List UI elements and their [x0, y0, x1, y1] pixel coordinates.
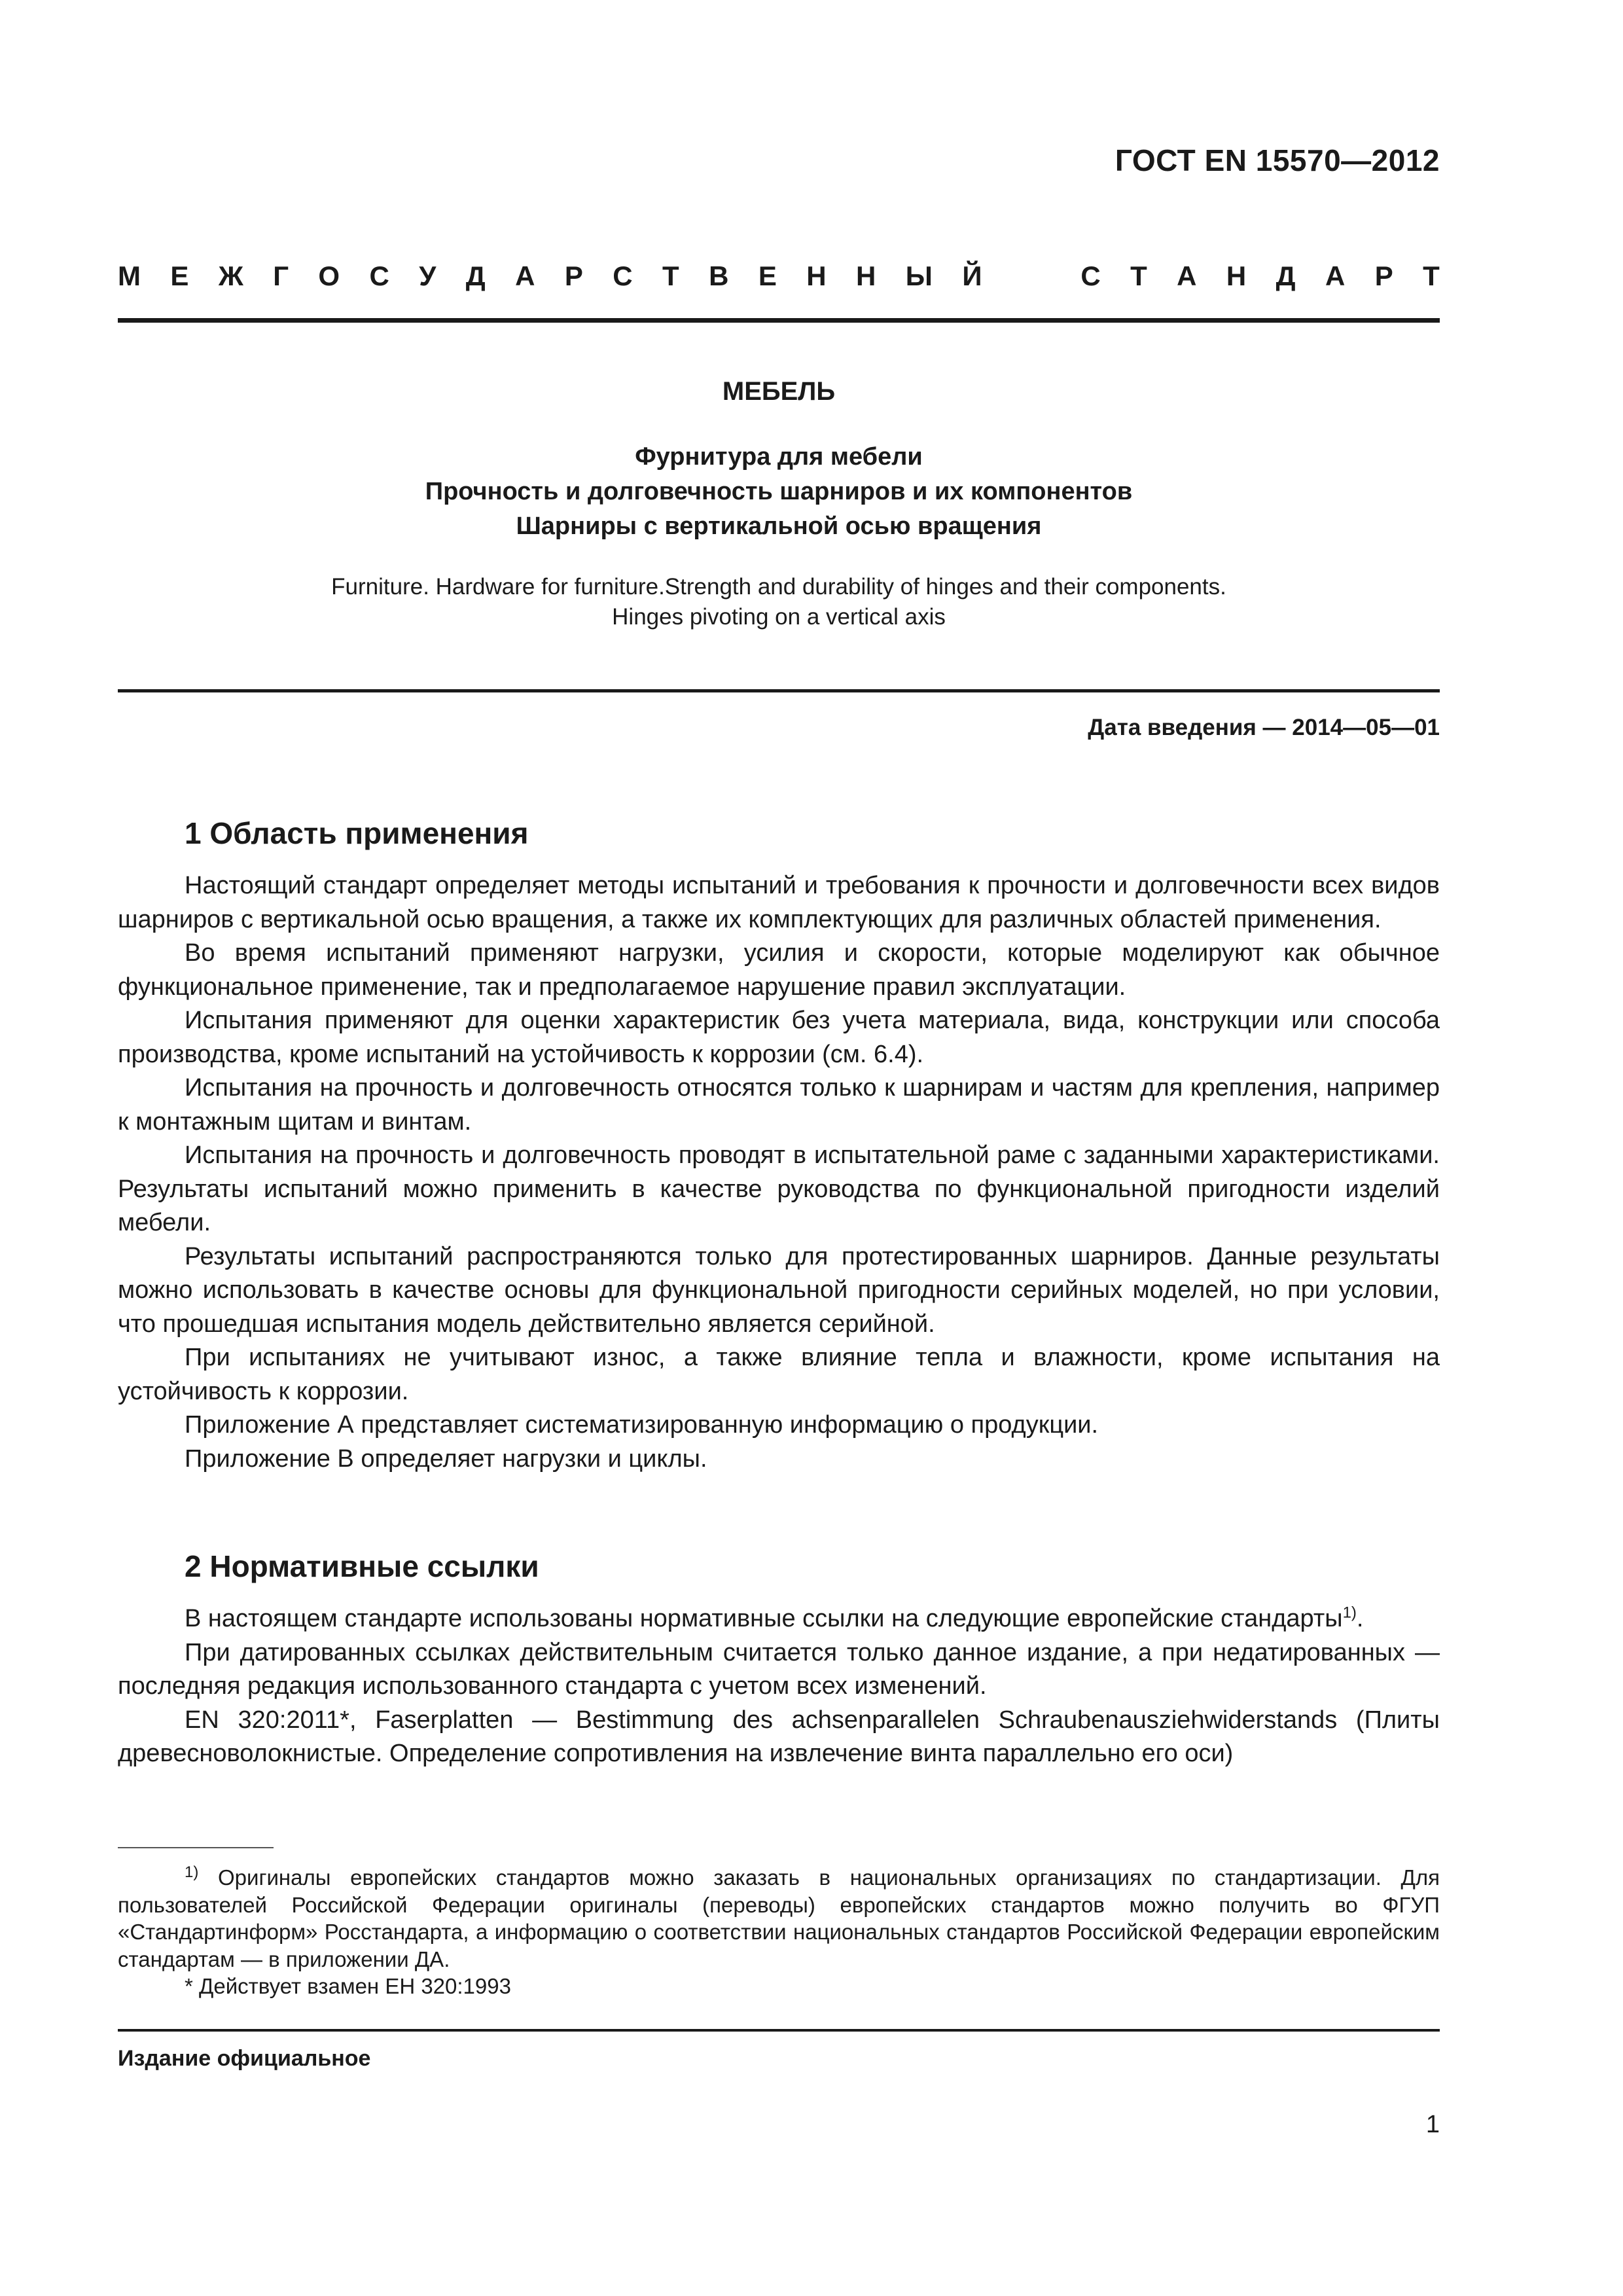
english-title: [118, 572, 1440, 632]
footnote-reference[interactable]: 1): [1342, 1604, 1357, 1622]
banner-letter: Н: [806, 260, 827, 291]
paragraph: При датированных ссылках действительным считается только данное издание, а при недатированных — последняя редакция использованного стандарта с учетом всех изменений.: [118, 1638, 1440, 1700]
banner-letter: Д: [465, 260, 486, 291]
banner-letter: Т: [1130, 260, 1147, 291]
banner-word-gap: [1012, 260, 1051, 292]
section-heading-normative-references: 2 Нормативные ссылки: [185, 1549, 539, 1583]
paragraph: EN 320:2011*, Faserplatten — Bestimmung des achsenparallelen Schraubenausziehwiderstands (Плиты древесноволокнистые. Определение сопротивления на извлечение винта параллельно его оси): [118, 1706, 1440, 1767]
section-body-scope: [118, 869, 1440, 1476]
banner-letter: Т: [662, 260, 679, 291]
document-subtitle: [118, 440, 1440, 544]
section-heading-scope: 1 Область применения: [185, 816, 529, 850]
banner-letter: Д: [1275, 260, 1296, 291]
banner-letter: У: [419, 260, 437, 291]
official-edition-label: Издание официальное: [118, 2046, 371, 2071]
banner-letter: Н: [856, 260, 876, 291]
paragraph: Испытания на прочность и долговечность относятся только к шарнирам и частям для крепления, например к монтажным щитам и винтам.: [118, 1074, 1440, 1136]
title-divider: [118, 689, 1440, 692]
paragraph: Испытания на прочность и долговечность проводят в испытательной раме с заданными характеристиками. Результаты испытаний можно применить в качестве руководства по функциональной пригодности изделий мебели.: [118, 1141, 1440, 1236]
footnote-separator: [118, 1847, 274, 1848]
document-title: МЕБЕЛЬ: [722, 377, 836, 406]
banner-letter: Й: [962, 260, 982, 291]
introduction-date: Дата введения — 2014—05—01: [1088, 715, 1440, 740]
banner-letter: В: [709, 260, 729, 291]
banner-letter: Г: [273, 260, 289, 291]
paragraph: Во время испытаний применяют нагрузки, усилия и скорости, которые моделируют как обычное функциональное применение, так и предполагаемое нарушение правил эксплуатации.: [118, 939, 1440, 1001]
banner-letter: С: [613, 260, 633, 291]
footnote: * Действует взамен ЕН 320:1993: [185, 1974, 511, 1998]
paragraph: Приложение А представляет систематизированную информацию о продукции.: [185, 1411, 1099, 1439]
banner-letter: Н: [1226, 260, 1247, 291]
banner-letter: Т: [1423, 260, 1440, 291]
footer-divider: [118, 2029, 1440, 2032]
subtitle-line: Шарниры с вертикальной осью вращения: [516, 512, 1042, 540]
banner-letter: Ы: [905, 260, 933, 291]
section-body-normative-references: [118, 1602, 1440, 1771]
paragraph-text: В настоящем стандарте использованы нормативные ссылки на следующие европейские стандарты: [185, 1605, 1343, 1632]
subtitle-line: Прочность и долговечность шарниров и их компонентов: [425, 478, 1133, 505]
english-title-line: Furniture. Hardware for furniture.Strength and durability of hinges and their components.: [331, 574, 1226, 600]
paragraph: [118, 1602, 1440, 1636]
subtitle-line: Фурнитура для мебели: [635, 443, 923, 471]
banner-letter: Р: [564, 260, 583, 291]
english-title-line: Hinges pivoting on a vertical axis: [612, 604, 946, 630]
banner-letter: М: [118, 260, 141, 291]
banner-letter: О: [318, 260, 340, 291]
footnote-mark: 1): [185, 1863, 199, 1881]
footnotes: [118, 1864, 1440, 2000]
paragraph: Испытания применяют для оценки характеристик без учета материала, вида, конструкции или способа производства, кроме испытаний на устойчивость к коррозии (см. 6.4).: [118, 1007, 1440, 1068]
standard-designation: ГОСТ EN 15570—2012: [1115, 143, 1440, 177]
paragraph: Результаты испытаний распространяются только для протестированных шарниров. Данные результаты можно использовать в качестве основы для функциональной пригодности серийных моделей, но при условии, что прошедшая испытания модель действительно является серийной.: [118, 1242, 1440, 1338]
banner-letter: Е: [170, 260, 189, 291]
banner-letter: Ж: [218, 260, 243, 291]
banner-letter: Р: [1374, 260, 1393, 291]
footnote-text: Оригиналы европейских стандартов можно заказать в национальных организациях по стандартизации. Для пользователей Российской Федерации оригиналы (переводы) европейских стандартов можно получить во ФГУП «Стандартинформ» Росстандарта, а информацию о соответствии национальных стандартов Российской Федерации европейским стандартам — в приложении ДА.: [118, 1865, 1440, 1971]
paragraph: При испытаниях не учитывают износ, а также влияние тепла и влажности, кроме испытания на устойчивость к коррозии.: [118, 1344, 1440, 1405]
header-divider: [118, 318, 1440, 323]
paragraph: Приложение В определяет нагрузки и циклы.: [185, 1444, 707, 1473]
banner-letter: А: [1325, 260, 1346, 291]
paragraph-end: .: [1356, 1605, 1364, 1632]
banner-letter: А: [1177, 260, 1197, 291]
banner-letter: Е: [758, 260, 777, 291]
page-number: 1: [1425, 2111, 1440, 2138]
interstate-standard-banner: [118, 260, 1440, 292]
footnote: [118, 1864, 1440, 1973]
paragraph: Настоящий стандарт определяет методы испытаний и требования к прочности и долговечности всех видов шарниров с вертикальной осью вращения, а также их комплектующих для различных областей применения.: [118, 872, 1440, 933]
banner-letter: С: [1080, 260, 1101, 291]
banner-letter: С: [369, 260, 389, 291]
banner-letter: А: [515, 260, 535, 291]
